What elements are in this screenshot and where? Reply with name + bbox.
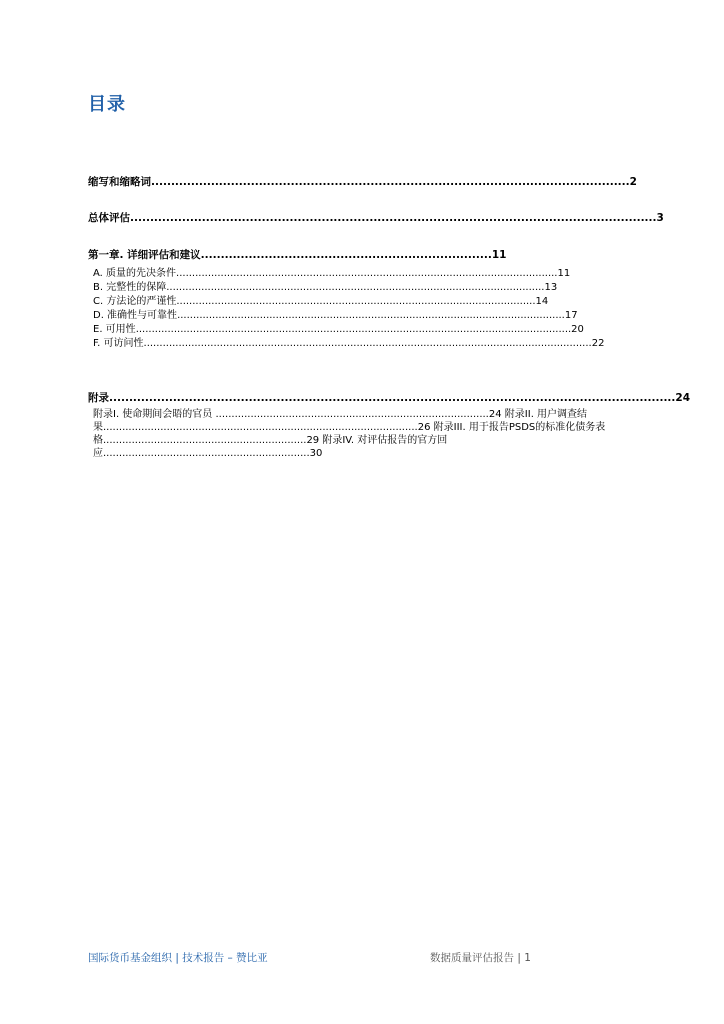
- toc-entry-label: 总体评估: [88, 212, 130, 224]
- toc-subentry[interactable]: [93, 268, 603, 280]
- toc-entry-page: 11: [557, 268, 571, 279]
- toc-appendix-item[interactable]: 附录IV. 对评估报告的官方回应.................................................................30: [93, 435, 448, 459]
- toc-entry-page: 29: [306, 435, 320, 446]
- toc-entry-label: 附录II. 用户调查结果: [93, 409, 588, 433]
- toc-appendix-item[interactable]: 附录III. 用于报告PSDS的标准化债务表格................................................................29: [93, 422, 606, 446]
- toc-leader-dots: ..............................................................................................................................................: [109, 392, 676, 404]
- footer-page-number: 数据质量评估报告 | 1: [430, 952, 531, 964]
- toc-subentry[interactable]: [93, 310, 595, 322]
- toc-leader-dots: ..........................................................................................................................: [177, 310, 565, 321]
- toc-appendix-item[interactable]: 附录II. 用户调查结果...................................................................................................26: [93, 409, 588, 433]
- toc-subentry[interactable]: [93, 324, 603, 336]
- toc-entry-page: 20: [571, 324, 584, 335]
- toc-entry-page: 2: [629, 176, 637, 188]
- toc-entry-label: F. 可访问性: [93, 338, 144, 349]
- toc-entry-label: B. 完整性的保障: [93, 282, 167, 293]
- toc-entry-page: 14: [535, 296, 549, 307]
- page-title: 目录: [88, 94, 126, 115]
- toc-entry-label: 缩写和缩略词: [88, 176, 151, 188]
- toc-leader-dots: .........................................................................: [200, 249, 492, 261]
- toc-leader-dots: ....................................................................................................................................: [130, 212, 657, 224]
- toc-entry-page: 22: [591, 338, 605, 349]
- toc-entry-label: 附录III. 用于报告PSDS的标准化债务表格: [93, 422, 606, 446]
- toc-appendix-item[interactable]: 附录I. 使命期间会晤的官员 ......................................................................................24: [93, 409, 502, 420]
- toc-entry-label: E. 可用性: [93, 324, 136, 335]
- footer-publication: 国际货币基金组织 | 技术报告 – 赞比亚: [88, 952, 268, 964]
- appendix-entries: [93, 408, 638, 460]
- toc-subentry[interactable]: [93, 338, 618, 350]
- toc-leader-dots: .................................................................................................................: [176, 296, 536, 307]
- toc-entry-page: 30: [309, 448, 323, 459]
- toc-entry-chapter1[interactable]: [88, 249, 507, 262]
- toc-entry-page: 24: [675, 392, 691, 404]
- toc-entry-label: A. 质量的先决条件: [93, 268, 177, 279]
- toc-entry-label: 第一章. 详细评估和建议: [88, 249, 201, 261]
- toc-entry-label: 附录: [88, 392, 109, 404]
- toc-leader-dots: .........................................................................................................................................: [135, 324, 572, 335]
- toc-entry-page: 3: [656, 212, 664, 224]
- toc-entry-label: D. 准确性与可靠性: [93, 310, 178, 321]
- toc-entry-page: 11: [491, 249, 507, 261]
- toc-entry-label: 附录I. 使命期间会晤的官员: [93, 409, 213, 420]
- toc-leader-dots: .............................................................................................................................................: [143, 338, 592, 349]
- toc-entry-appendix[interactable]: [88, 392, 691, 405]
- toc-leader-dots: .......................................................................................................................: [166, 282, 545, 293]
- toc-leader-dots: ........................................................................................................................: [176, 268, 558, 279]
- toc-entry-page: 13: [544, 282, 558, 293]
- toc-leader-dots: ........................................................................................................................: [151, 176, 630, 188]
- toc-entry-abbreviations[interactable]: [88, 176, 637, 189]
- toc-entry-overall[interactable]: [88, 212, 664, 225]
- toc-entry-page: 24: [488, 409, 502, 420]
- toc-entry-page: 26: [417, 422, 431, 433]
- toc-entry-label: C. 方法论的严谨性: [93, 296, 177, 307]
- toc-subentry[interactable]: [93, 282, 590, 294]
- toc-entry-label: 附录IV. 对评估报告的官方回应: [93, 435, 448, 459]
- toc-subentry[interactable]: [93, 296, 578, 308]
- toc-entry-page: 17: [564, 310, 578, 321]
